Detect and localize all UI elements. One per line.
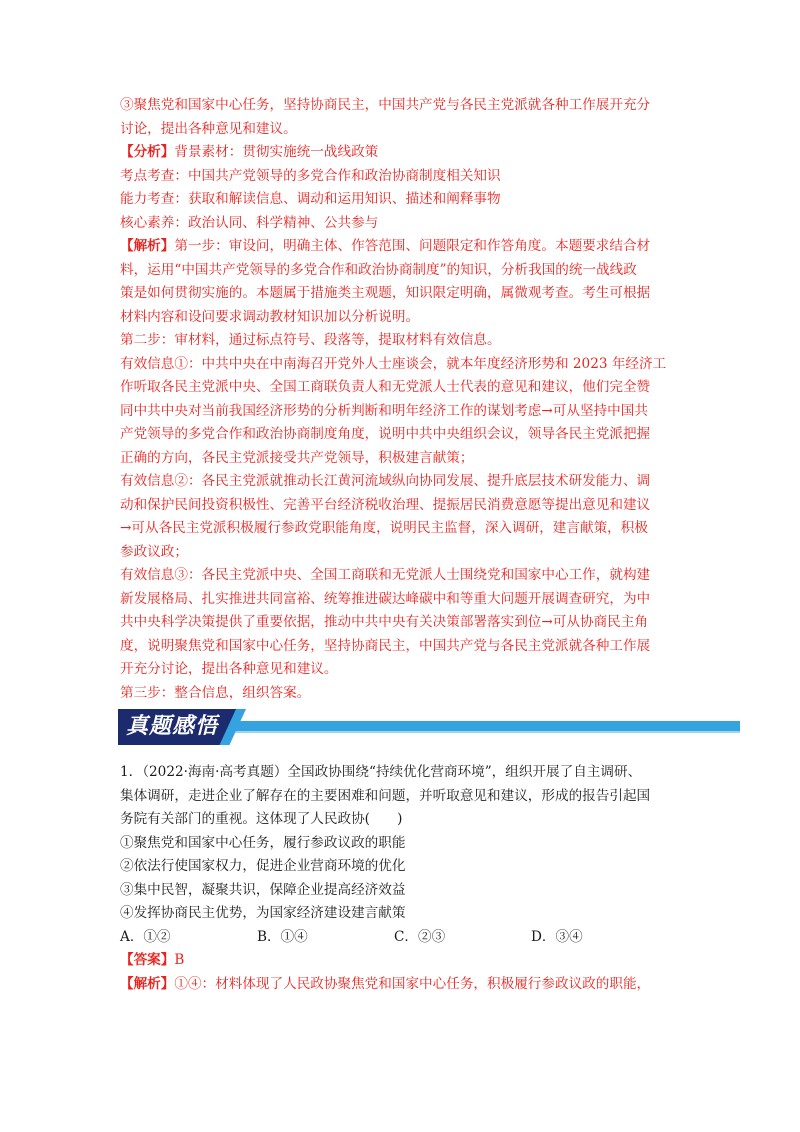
text-line: 讨论，提出各种意见和建议。: [120, 120, 297, 137]
jiexi-line: 第二步：审材料，通过标点符号、段落等，提取材料有效信息。: [120, 332, 501, 348]
option-d: D．③④: [531, 928, 583, 945]
answer-jiexi-text: ①④：材料体现了人民政协聚焦党和国家中心任务，积极履行参政议政的职能，: [174, 975, 651, 992]
jiexi-line: 正确的方向，各民主党派接受共产党领导，积极建言献策；: [120, 449, 474, 466]
jiexi-line: 共中央科学决策提供了重要依据，推动中共中央有关决策部署落实到位→可从协商民主角: [120, 614, 648, 630]
jiexi-line: 有效信息③：各民主党派中央、全国工商联和无党派人士围绕党和国家中心工作，就构建: [120, 567, 651, 583]
analysis-line: 能力考查：获取和解读信息、调动和运用知识、描述和阐释事物: [120, 191, 501, 207]
option-c: C．②③: [394, 928, 446, 945]
banner-title: 真题感悟: [126, 714, 219, 739]
analysis-line: [120, 141, 700, 165]
jiexi-tag: 【解析】: [120, 238, 175, 254]
analysis-line: 核心素养：政治认同、科学精神、公共参与: [120, 214, 379, 231]
section-banner: [120, 707, 700, 751]
answer-jiexi-tag: 【解析】: [120, 975, 175, 992]
question-line: 1．（2022·海南·高考真题）全国政协围绕“持续优化营商环境”，组织开展了自主调研、: [120, 764, 642, 780]
jiexi-line: 产党领导的多党合作和政治协商制度角度，说明中共中央组织会议，领导各民主党派把握: [120, 426, 651, 442]
statement-line: ③集中民智，凝聚共识，保障企业提高经济效益: [120, 881, 406, 898]
banner-stripe-light: [180, 731, 740, 733]
jiexi-line: 同中共中央对当前我国经济形势的分析判断和明年经济工作的谋划考虑→可从坚持中国共: [120, 402, 648, 419]
answer-tag: 【答案】: [120, 952, 175, 968]
answer-value: B: [174, 952, 185, 968]
jiexi-line: 料，运用“中国共产党领导的多党合作和政治协商制度”的知识，分析我国的统一战线政: [120, 261, 637, 278]
jiexi-line: 作听取各民主党派中央、全国工商联负责人和无党派人士代表的意见和建议，他们完全赞: [120, 379, 651, 395]
jiexi-line: 参政议政；: [120, 543, 188, 560]
statement-line: ④发挥协商民主优势，为国家经济建设建言献策: [120, 905, 406, 921]
answer-jiexi-line: [120, 973, 700, 997]
jiexi-line: 材料内容和设问要求调动教材知识加以分析说明。: [120, 308, 420, 325]
jiexi-step-one: 第一步：审设问，明确主体、作答范围、问题限定和作答角度。本题要求结合材: [174, 238, 651, 254]
jiexi-line: 开充分讨论，提出各种意见和建议。: [120, 661, 338, 677]
analysis-tag: 【分析】: [120, 144, 175, 160]
jiexi-line: →可从各民主党派积极履行参政党职能角度，说明民主监督，深入调研，建言献策，积极: [120, 520, 648, 536]
jiexi-line: 新发展格局、扎实推进共同富裕、统筹推进碳达峰碳中和等重大问题开展调查研究，为中: [120, 590, 651, 607]
document-page: [120, 94, 700, 996]
options-row: [120, 926, 700, 950]
banner-stripe: [180, 721, 740, 731]
question-line: 务院有关部门的重视。这体现了人民政协( ): [120, 811, 403, 827]
jiexi-line: 有效信息①：中共中央在中南海召开党外人士座谈会，就本年度经济形势和 2023 年经济工: [120, 355, 667, 372]
jiexi-line: [120, 235, 700, 259]
option-a: A．①②: [120, 928, 171, 945]
jiexi-line: 有效信息②：各民主党派就推动长江黄河流域纵向协同发展、提升底层技术研发能力、调: [120, 473, 651, 489]
jiexi-line: 第三步：整合信息，组织答案。: [120, 684, 311, 701]
statement-line: ②依法行使国家权力，促进企业营商环境的优化: [120, 858, 406, 874]
jiexi-line: 动和保护民间投资积极性、完善平台经济税收治理、提振居民消费意愿等提出意见和建议: [120, 496, 651, 513]
analysis-background: 背景素材：贯彻实施统一战线政策: [174, 144, 379, 160]
analysis-line: 考点考查：中国共产党领导的多党合作和政治协商制度相关知识: [120, 167, 501, 184]
option-b: B．①④: [257, 928, 308, 945]
text-line: ③聚焦党和国家中心任务，坚持协商民主，中国共产党与各民主党派就各种工作展开充分: [120, 97, 651, 113]
statement-line: ①聚焦党和国家中心任务，履行参政议政的职能: [120, 834, 406, 851]
answer-line: [120, 949, 700, 973]
question-line: 集体调研，走进企业了解存在的主要困难和问题，并听取意见和建议，形成的报告引起国: [120, 787, 651, 804]
jiexi-line: 策是如何贯彻实施的。本题属于措施类主观题，知识限定明确，属微观考查。考生可根据: [120, 285, 651, 301]
jiexi-line: 度，说明聚焦党和国家中心任务，坚持协商民主，中国共产党与各民主党派就各种工作展: [120, 637, 651, 654]
